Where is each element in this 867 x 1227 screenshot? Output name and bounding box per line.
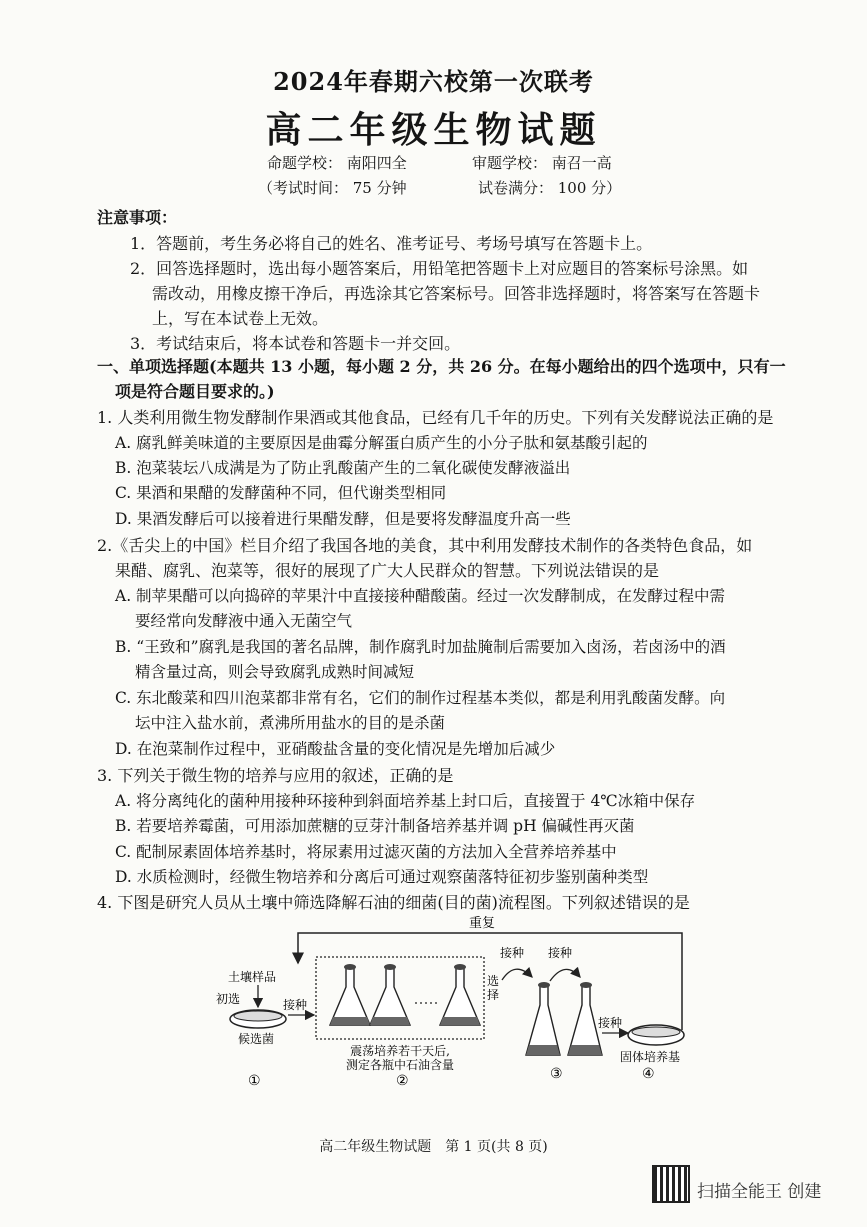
step-4-label: ④: [642, 1066, 655, 1082]
option-d: D. 在泡菜制作过程中，亚硝酸盐含量的变化情况是先增加后减少: [115, 740, 556, 758]
oil-content-note: 测定各瓶中石油含量: [345, 1058, 455, 1072]
step-2-label: ②: [396, 1073, 409, 1089]
question-stem: 4. 下图是研究人员从土壤中筛选降解石油的细菌(目的菌)流程图。下列叙述错误的是: [97, 893, 690, 912]
option-a: A. 腐乳鲜美味道的主要原因是曲霉分解蛋白质产生的小分子肽和氨基酸引起的: [115, 434, 648, 452]
initial-screen-label: 初选: [216, 992, 241, 1006]
note-line: 上，写在本试卷上无效。: [152, 309, 329, 328]
shake-culture-note: 震荡培养若干天后,: [350, 1044, 450, 1058]
inoculate-label-4: 接种: [598, 1016, 623, 1030]
option-a-cont: 要经常向发酵液中通入无菌空气: [135, 612, 353, 630]
question-stem: 2.《舌尖上的中国》栏目介绍了我国各地的美食，其中利用发酵技术制作的各类特色食品，如: [97, 536, 753, 555]
qr-code-icon: [652, 1165, 690, 1203]
option-c: C. 果酒和果醋的发酵菌种不同，但代谢类型相同: [115, 484, 447, 502]
flask-icon: [370, 964, 410, 1025]
reviewer-school: 审题学校： 南召一高: [472, 154, 612, 172]
question-stem: 1. 人类利用微生物发酵制作果酒或其他食品，已经有几千年的历史。下列有关发酵说法正确的是: [97, 408, 774, 427]
option-c: C. 东北酸菜和四川泡菜都非常有名，它们的制作过程基本类似，都是利用乳酸菌发酵。向: [115, 689, 726, 707]
option-b-cont: 精含量过高，则会导致腐乳成熟时间减短: [135, 663, 415, 681]
step-3-label: ③: [550, 1066, 563, 1082]
section-heading-cont: 项是符合题目要求的。): [115, 382, 275, 401]
full-score: 试卷满分： 100 分）: [478, 179, 622, 197]
watermark-text: 扫描全能王 创建: [697, 1182, 822, 1202]
exam-time: （考试时间： 75 分钟: [258, 179, 407, 197]
step-1-label: ①: [248, 1073, 261, 1089]
option-a: A. 制苹果醋可以向捣碎的苹果汁中直接接种醋酸菌。经过一次发酵制成，在发酵过程中需: [115, 587, 726, 605]
section-heading: 一、单项选择题(本题共 13 小题，每小题 2 分，共 26 分。在每小题给出的四个选项中，只有一: [97, 357, 786, 376]
option-b: B. “王致和”腐乳是我国的著名品牌，制作腐乳时加盐腌制后需要加入卤汤，若卤汤中的酒: [115, 638, 726, 656]
page-footer: 高二年级生物试题 第 1 页(共 8 页): [319, 1139, 548, 1155]
note-line: 需改动，用橡皮擦干净后，再选涂其它答案标号。回答非选择题时，将答案写在答题卡: [152, 284, 761, 303]
scanner-watermark: [652, 1165, 862, 1215]
solid-medium-label: 固体培养基: [620, 1050, 681, 1064]
option-a: A. 将分离纯化的菌种用接种环接种到斜面培养基上封口后，直接置于 4℃冰箱中保存: [115, 792, 696, 810]
flask-icon: [330, 964, 370, 1025]
flask-icon: [440, 964, 480, 1025]
flask-icon: [526, 982, 560, 1055]
notes-heading: 注意事项：: [97, 208, 178, 227]
exam-title: 2024年春期六校第一次联考: [273, 67, 594, 96]
note-line: 2．回答选择题时，选出每小题答案后，用铅笔把答题卡上对应题目的答案标号涂黑。如: [130, 259, 749, 278]
proposer-school: 命题学校： 南阳四全: [267, 154, 407, 172]
inoculate-label-2: 接种: [500, 946, 525, 960]
flask-icon: [568, 982, 602, 1055]
inoculate-label-3: 接种: [548, 946, 573, 960]
option-d: D. 水质检测时，经微生物培养和分离后可通过观察菌落特征初步鉴别菌种类型: [115, 868, 649, 886]
repeat-label: 重复: [468, 916, 496, 931]
subject-title: 高二年级生物试题: [265, 109, 602, 151]
note-line: 3．考试结束后，将本试卷和答题卡一并交回。: [130, 334, 461, 353]
question-stem-cont: 果醋、腐乳、泡菜等，很好的展现了广大人民群众的智慧。下列说法错误的是: [115, 561, 660, 580]
option-d: D. 果酒发酵后可以接着进行果醋发酵，但是要将发酵温度升高一些: [115, 510, 571, 528]
soil-sample-label: 土壤样品: [228, 970, 277, 984]
option-b: B. 泡菜装坛八成满是为了防止乳酸菌产生的二氧化碳使发酵液溢出: [115, 459, 571, 477]
option-c-cont: 坛中注入盐水前，煮沸所用盐水的目的是杀菌: [135, 714, 446, 732]
note-line: 1．答题前，考生务必将自己的姓名、准考证号、考场号填写在答题卡上。: [130, 234, 653, 253]
inoculate-label: 接种: [283, 998, 308, 1012]
candidate-label: 候选菌: [238, 1032, 275, 1046]
question-stem: 3. 下列关于微生物的培养与应用的叙述，正确的是: [97, 766, 454, 785]
option-c: C. 配制尿素固体培养基时，将尿素用过滤灭菌的方法加入全营养培养基中: [115, 843, 617, 861]
option-b: B. 若要培养霉菌，可用添加蔗糖的豆芽汁制备培养基并调 pH 偏碱性再灭菌: [115, 817, 635, 835]
select-label: 选择: [487, 974, 500, 1002]
screening-flow-diagram: [210, 915, 710, 1095]
